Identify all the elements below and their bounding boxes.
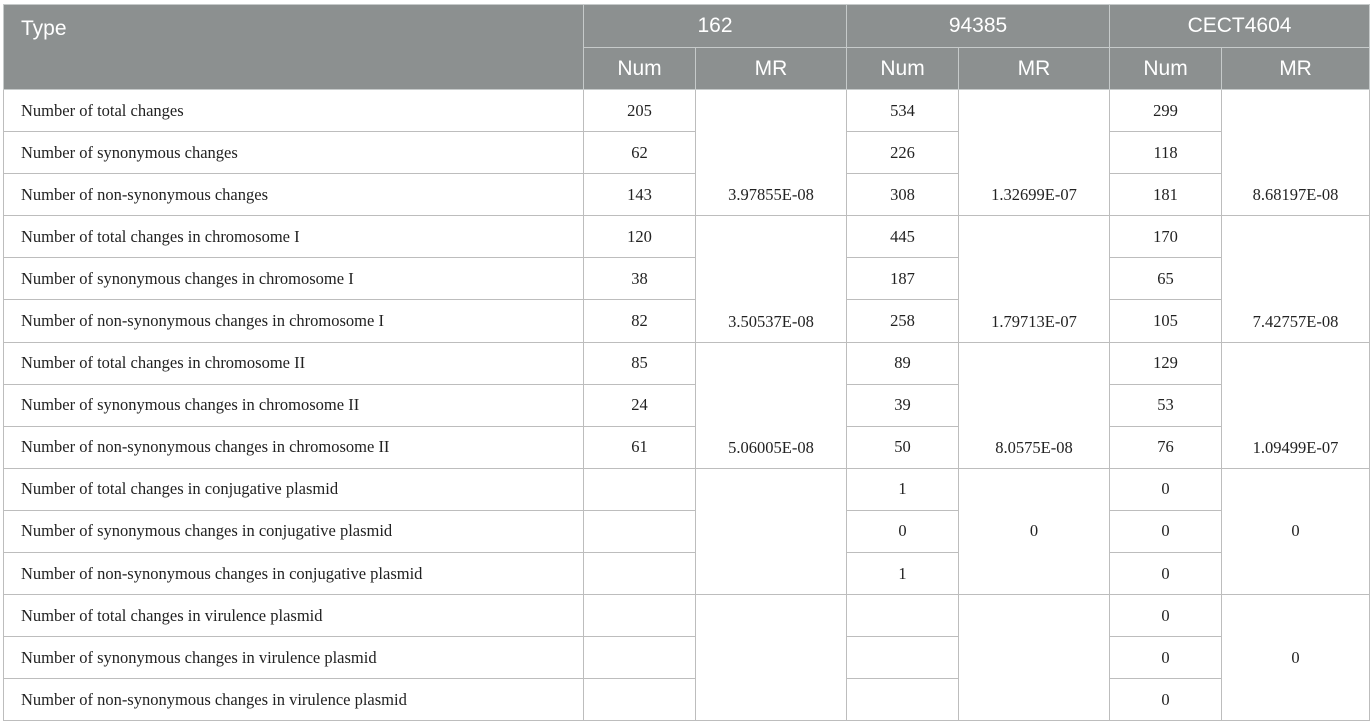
num-94385: 1 — [847, 553, 959, 595]
table-row — [4, 342, 1370, 384]
header-num-cect4604: Num — [1110, 48, 1222, 90]
table-row — [4, 637, 1370, 679]
table-row — [4, 384, 1370, 426]
mr-cect4604-chr2: 1.09499E-07 — [1222, 342, 1370, 468]
mr-94385-total: 1.32699E-07 — [959, 90, 1110, 216]
num-cect4604: 105 — [1110, 300, 1222, 342]
table-row — [4, 174, 1370, 216]
mr-94385-vir — [959, 595, 1110, 721]
table-row — [4, 510, 1370, 552]
num-162: 24 — [584, 384, 696, 426]
mr-162-chr1: 3.50537E-08 — [696, 216, 847, 342]
table-row — [4, 132, 1370, 174]
header-group-162: 162 — [584, 5, 847, 48]
num-94385: 445 — [847, 216, 959, 258]
num-94385: 0 — [847, 510, 959, 552]
num-162: 85 — [584, 342, 696, 384]
mr-162-vir — [696, 595, 847, 721]
row-label: Number of non-synonymous changes in chromosome I — [4, 300, 584, 342]
table-row — [4, 258, 1370, 300]
num-94385 — [847, 595, 959, 637]
num-cect4604: 76 — [1110, 426, 1222, 468]
num-cect4604: 53 — [1110, 384, 1222, 426]
row-label: Number of non-synonymous changes in conjugative plasmid — [4, 553, 584, 595]
table-row — [4, 300, 1370, 342]
num-162: 205 — [584, 90, 696, 132]
mr-cect4604-total: 8.68197E-08 — [1222, 90, 1370, 216]
header-mr-cect4604: MR — [1222, 48, 1370, 90]
num-cect4604: 129 — [1110, 342, 1222, 384]
header-group-cect4604: CECT4604 — [1110, 5, 1370, 48]
num-cect4604: 0 — [1110, 595, 1222, 637]
mr-cect4604-vir: 0 — [1222, 595, 1370, 721]
row-label: Number of synonymous changes in chromosome I — [4, 258, 584, 300]
table-row — [4, 90, 1370, 132]
num-162 — [584, 510, 696, 552]
row-label: Number of total changes in virulence plasmid — [4, 595, 584, 637]
num-162 — [584, 679, 696, 721]
row-label: Number of synonymous changes in chromosome II — [4, 384, 584, 426]
table-row — [4, 216, 1370, 258]
num-cect4604: 118 — [1110, 132, 1222, 174]
mr-162-chr2: 5.06005E-08 — [696, 342, 847, 468]
mr-94385-conj: 0 — [959, 468, 1110, 594]
row-label: Number of total changes in conjugative plasmid — [4, 468, 584, 510]
table-row — [4, 595, 1370, 637]
num-162: 82 — [584, 300, 696, 342]
num-94385: 226 — [847, 132, 959, 174]
row-label: Number of synonymous changes — [4, 132, 584, 174]
table-row — [4, 468, 1370, 510]
num-94385 — [847, 679, 959, 721]
num-cect4604: 181 — [1110, 174, 1222, 216]
num-cect4604: 170 — [1110, 216, 1222, 258]
row-label: Number of total changes — [4, 90, 584, 132]
row-label: Number of non-synonymous changes in virulence plasmid — [4, 679, 584, 721]
mr-162-total: 3.97855E-08 — [696, 90, 847, 216]
num-94385: 50 — [847, 426, 959, 468]
num-cect4604: 299 — [1110, 90, 1222, 132]
header-type: Type — [4, 5, 584, 90]
row-label: Number of total changes in chromosome I — [4, 216, 584, 258]
mr-94385-chr2: 8.0575E-08 — [959, 342, 1110, 468]
row-label: Number of total changes in chromosome II — [4, 342, 584, 384]
header-row-groups — [4, 5, 1370, 48]
row-label: Number of non-synonymous changes — [4, 174, 584, 216]
mr-94385-chr1: 1.79713E-07 — [959, 216, 1110, 342]
table-row — [4, 553, 1370, 595]
header-mr-94385: MR — [959, 48, 1110, 90]
mutation-rate-table — [3, 4, 1370, 721]
num-162 — [584, 595, 696, 637]
num-162: 38 — [584, 258, 696, 300]
header-num-94385: Num — [847, 48, 959, 90]
num-94385: 39 — [847, 384, 959, 426]
num-cect4604: 65 — [1110, 258, 1222, 300]
num-cect4604: 0 — [1110, 553, 1222, 595]
table-row — [4, 679, 1370, 721]
num-162 — [584, 553, 696, 595]
num-162 — [584, 468, 696, 510]
num-94385: 308 — [847, 174, 959, 216]
mr-162-conj — [696, 468, 847, 594]
mr-cect4604-chr1: 7.42757E-08 — [1222, 216, 1370, 342]
header-group-94385: 94385 — [847, 5, 1110, 48]
row-label: Number of synonymous changes in conjugative plasmid — [4, 510, 584, 552]
num-94385: 187 — [847, 258, 959, 300]
num-162: 62 — [584, 132, 696, 174]
num-94385 — [847, 637, 959, 679]
num-94385: 1 — [847, 468, 959, 510]
table-row — [4, 426, 1370, 468]
num-94385: 258 — [847, 300, 959, 342]
header-num-162: Num — [584, 48, 696, 90]
num-94385: 534 — [847, 90, 959, 132]
mr-cect4604-conj: 0 — [1222, 468, 1370, 594]
num-94385: 89 — [847, 342, 959, 384]
num-162: 120 — [584, 216, 696, 258]
num-162 — [584, 637, 696, 679]
num-cect4604: 0 — [1110, 679, 1222, 721]
num-cect4604: 0 — [1110, 468, 1222, 510]
row-label: Number of synonymous changes in virulence plasmid — [4, 637, 584, 679]
num-162: 143 — [584, 174, 696, 216]
num-162: 61 — [584, 426, 696, 468]
num-cect4604: 0 — [1110, 510, 1222, 552]
row-label: Number of non-synonymous changes in chromosome II — [4, 426, 584, 468]
num-cect4604: 0 — [1110, 637, 1222, 679]
header-mr-162: MR — [696, 48, 847, 90]
